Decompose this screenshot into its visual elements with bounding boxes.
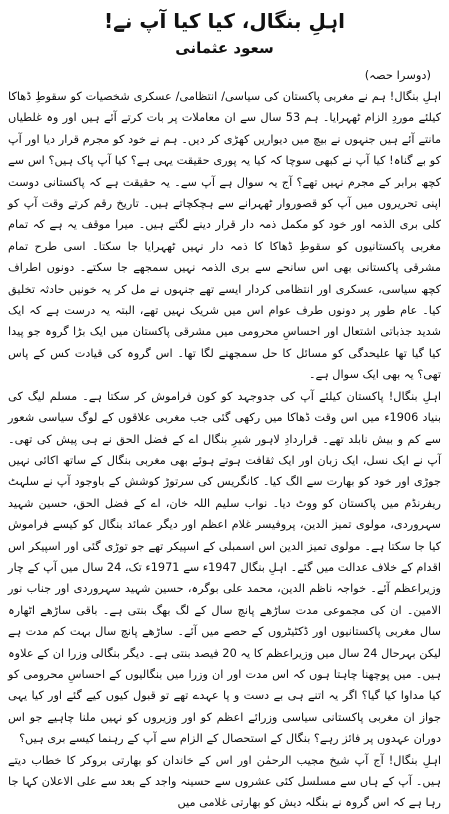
part-label: (دوسرا حصہ): [364, 68, 431, 82]
paragraph: اہلِ بنگال! پاکستان کیلئے آپ کی جدوجہد کو کون فراموش کر سکتا ہے۔ مسلم لیگ کی بنیاد 1906ء میں اس وقت ڈھاکا میں رکھی گئی جب مغربی علاقوں کے لوگ سیاسی شعور سے کم و بیش نابلد تھے۔ قراردادِ لاہور شیرِ بنگال اے کے فضل الحق نے ہی پیش کی تھی۔ آپ نے ایک نسل، ایک زبان اور ایک ثقافت ہوتے ہوئے بھی مغربی بنگال کے ساتھ اکائی نہیں جوڑی اور خود کو بھارت سے الگ کیا۔ کانگریس کی سرتوڑ کوشش کے باوجود آپ نے سلہٹ ریفرنڈم میں پاکستان کو ووٹ دیا۔ نواب سلیم اللہ خان، اے کے فضل الحق، حسین شہید سہروردی، مولوی تمیز الدین، پروفیسر غلام اعظم اور دیگر عمائد بنگال کو کیسے فراموش کیا جا سکتا ہے۔ مولوی تمیز الدین اس اسمبلی کے اسپیکر تھے جو توڑی گئی اور اسپیکر اس اقدام کے خلاف عدالت میں گئے۔ اہلِ بنگال 1947ء سے 1971ء تک، 24 سال میں آپ کے چار وزیراعظم آئے۔ خواجہ ناظم الدین، محمد علی بوگرہ، حسین شہید سہروردی اور جناب نور الامین۔ ان کی مجموعی مدت ساڑھے پانچ سال کے لگ بھگ بنتی ہے۔ باقی ساڑھے اٹھارہ سال مغربی پاکستانیوں اور ڈکٹیٹروں کے حصے میں آئے۔ ساڑھے پانچ سال بہت کم مدت ہے لیکن بہرحال 24 سال میں وزیراعظم کا یہ 20 فیصد بنتی ہے۔ دیگر بنگالی وزرا ان کے علاوہ ہیں۔ میں پوچھنا چاہتا ہوں کہ اس مدت اور ان وزرا میں بنگالیوں کے احساسِ محرومی کو کیا مداوا کیا گیا؟ اگر یہ اتنے ہی بے دست و پا عہدے تھے تو قبول کیوں کیے گئے اور کیا یہی جواز ان مغربی پاکستانی سیاسی وزرائے اعظم کو اور وزیروں کو نہیں ملنا چاہیے جو اس دوران عہدوں پر فائز رہے؟ بنگال کے استحصال کے الزام سے آپ کے رہنما کیسے بری ہیں؟: [8, 389, 441, 746]
author-name: سعود عثمانی: [175, 39, 274, 57]
article-body: [8, 86, 441, 814]
article-title: اہلِ بنگال، کیا کیا آپ نے!: [104, 9, 345, 33]
paragraph: اہلِ بنگال! آج آپ شیخ مجیب الرحمٰن اور اس کے خاندان کو بھارتی بروکر کا خطاب دیتے ہیں۔ آپ کے ہاں سے مسلسل کئی عشروں سے حسینہ واجد کے بعد سے علی الاعلان کہا جا رہا ہے کہ اس گروہ نے بنگلہ دیش کو بھارتی غلامی میں: [8, 753, 441, 810]
paragraph: اہلِ بنگال! ہم نے مغربی پاکستان کی سیاسی/ انتظامی/ عسکری شخصیات کو سقوطِ ڈھاکا کیلئے موردِ الزام ٹھہرایا۔ ہم 53 سال سے ان معاملات پر بات کرتے آئے ہیں اور وہ غلطیاں مانتے آئے ہیں جنہوں نے بیچ میں دیواریں کھڑی کر دیں۔ ہم نے خود کو مجرم قرار دیا اور آپ کو بے گناہ! کیا آپ نے کبھی سوچا کہ کیا یہ پوری حقیقت یہی ہے؟ کیا آپ پاک ہیں؟ اس سے کچھ برابر کے مجرم نہیں تھے؟ آج یہ سوال ہے آپ سے۔ یہ حقیقت ہے کہ پاکستانی دوست اپنی تحریروں میں آپ کو قصوروار ٹھہرانے سے ہچکچاتے ہیں۔ تاریخ رقم کرتے وقت آپ کو کلی بری الذمہ اور خود کو مکمل ذمہ دار قرار دینے لگتے ہیں۔ میرا موقف یہ ہے کہ تمام مغربی پاکستانیوں کو سقوطِ ڈھاکا کا ذمہ دار نہیں ٹھہرایا جا سکتا۔ اسی طرح تمام مشرقی پاکستانی بھی اس سانحے سے بری الذمہ نہیں سمجھے جا سکتے۔ دونوں اطراف کچھ سیاسی، عسکری اور انتظامی کردار ایسے تھے جنہوں نے مل کر یہ خونیں حادثہ تخلیق کیا۔ عام طور پر دونوں طرف عوام اس میں شریک نہیں تھے، البتہ یہ درست ہے کہ ایک شدید جذباتی اشتعال اور احساسِ محرومی میں مشرقی پاکستان میں ایک بڑا گروہ جو پیدا کیا گیا تھا علیحدگی کو مسائل کا حل سمجھنے لگا تھا۔ اس گروہ کی قیادت کس کے پاس تھی؟ یہ بھی ایک سوال ہے۔: [8, 90, 441, 382]
